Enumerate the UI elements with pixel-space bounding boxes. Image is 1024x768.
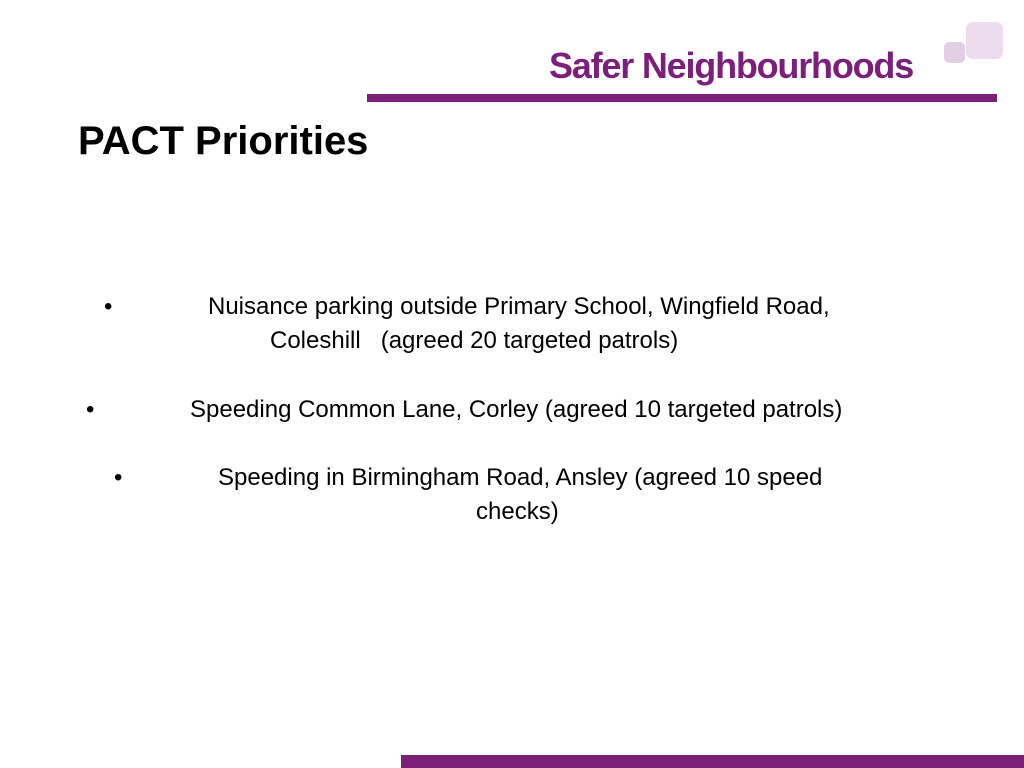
footer-rule xyxy=(401,755,1024,768)
bullet-3-line-1: Speeding in Birmingham Road, Ansley (agreed 10 speed xyxy=(218,464,823,491)
brand-squares-graphic xyxy=(944,22,1004,66)
bullet-marker-1: • xyxy=(104,293,113,320)
brand-logo-text: Safer Neighbourhoods xyxy=(549,45,914,86)
brand-square-large xyxy=(966,22,1003,59)
brand-square-small xyxy=(944,42,965,63)
bullet-marker-2: • xyxy=(86,396,95,423)
bullet-marker-3: • xyxy=(114,464,123,491)
bullet-1-line-2: Coleshill (agreed 20 targeted patrols) xyxy=(270,327,679,354)
bullet-1-line-1: Nuisance parking outside Primary School, Wingfield Road, xyxy=(208,293,830,320)
header-rule xyxy=(367,94,997,102)
slide-title: PACT Priorities xyxy=(78,119,369,163)
bullet-2-line-1: Speeding Common Lane, Corley (agreed 10 targeted patrols) xyxy=(190,396,843,423)
bullet-3-line-2: checks) xyxy=(476,498,559,525)
